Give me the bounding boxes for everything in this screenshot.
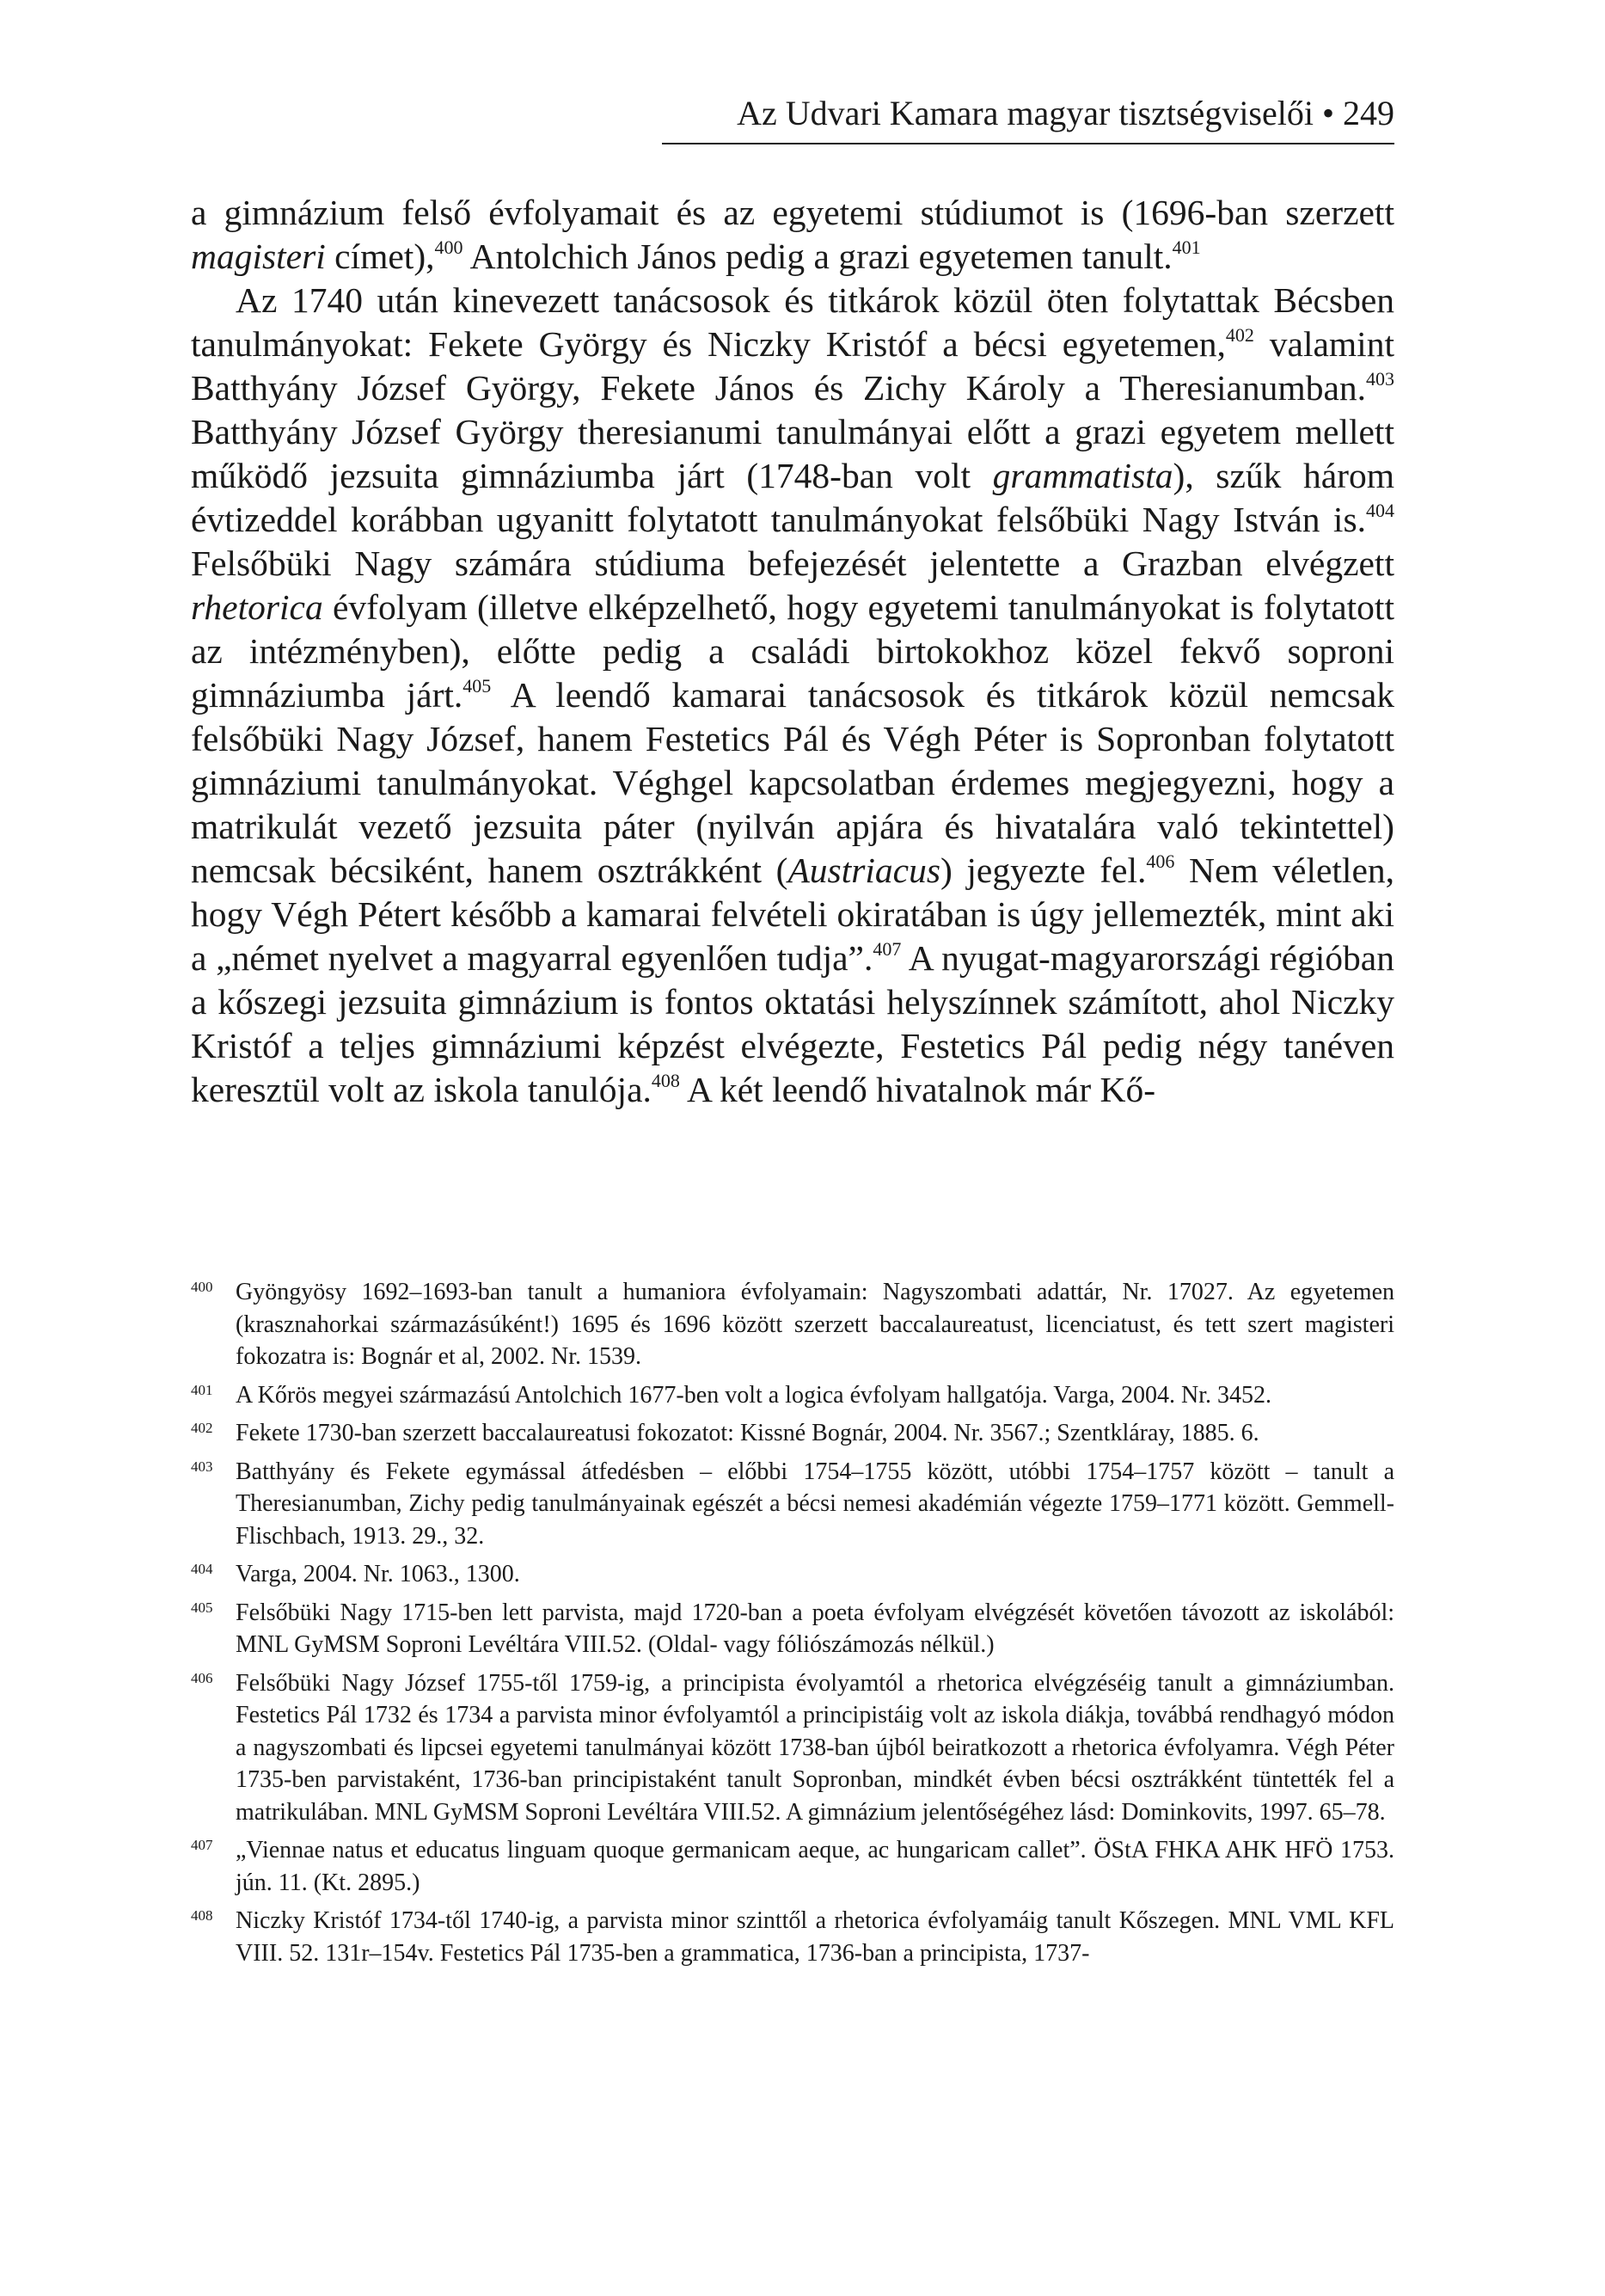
text-run: A leendő kamarai tanácsosok és titkárok közül nemcsak felsőbüki Nagy József, hanem Festetics Pál és Végh Péter is Sopronban folytatott gimnáziumi tanulmányokat. Véghgel kapcsolatban érdemes megjegyezni, hogy a matrikulát vezető jezsuita páter (nyilván apjára és hivatalára való tekintettel) nemcsak bécsiként, hanem osztrákként ( — [191, 675, 1394, 890]
header-separator: • — [1321, 94, 1334, 132]
footnote-ref-401[interactable]: 401 — [1172, 236, 1201, 258]
italic-term: grammatista — [992, 456, 1173, 495]
text-run: A nyugat-magyarországi régióban a kőszegi jezsuita gimnázium is fontos oktatási helyszínnek számított, ahol Niczky Kristóf a teljes gimnáziumi képzést elvégezte, Festetics Pál pedig négy tanéven keresztül volt az iskola tanulója. — [191, 938, 1394, 1109]
italic-term: rhetorica — [191, 587, 323, 627]
text-run: A két leendő hivatalnok már Kő- — [679, 1070, 1156, 1109]
footnote-number: 403 — [191, 1458, 213, 1475]
paragraph-2 — [191, 279, 1394, 1112]
footnote-ref-408[interactable]: 408 — [651, 1070, 680, 1091]
footnote-number: 406 — [191, 1669, 213, 1686]
footnote-number: 405 — [191, 1599, 213, 1616]
footnote-407 — [191, 1834, 1394, 1899]
header-rule — [662, 143, 1394, 144]
footnote-number: 400 — [191, 1279, 213, 1295]
text-run: ), szűk három évtizeddel korábban ugyanitt folytatott tanulmányokat felsőbüki Nagy István is. — [191, 456, 1394, 539]
footnote-400 — [191, 1276, 1394, 1373]
text-run: Antolchich János pedig a grazi egyetemen tanult. — [463, 236, 1173, 276]
italic-term: magisteri — [191, 236, 326, 276]
footnote-406 — [191, 1667, 1394, 1829]
footnote-405 — [191, 1597, 1394, 1661]
footnote-text: Niczky Kristóf 1734-től 1740-ig, a parvista minor szinttől a rhetorica évfolyamáig tanult Kőszegen. MNL VML KFL VIII. 52. 131r–154v. Festetics Pál 1735-ben a grammatica, 1736-ban a principista, 1737- — [236, 1907, 1394, 1967]
footnote-text: Felsőbüki Nagy József 1755-től 1759-ig, a principista évolyamtól a rhetorica elvégzéséig tanult a gimnáziumban. Festetics Pál 1732 és 1734 a parvista minor évfolyamtól a principistáig volt az iskola diákja, továbbá rendhagyó módon a nagyszombati és lipcsei egyetemi tanulmányai között 1738-ban újból beiratkozott a rhetorica évfolyamra. Végh Péter 1735-ben parvistaként, 1736-ban principistaként tanult Sopronban, mindkét évben bécsi osztrákként tüntették fel a matrikulában. MNL GyMSM Soproni Levéltára VIII.52. A gimnázium jelentőségéhez lásd: Dominkovits, 1997. 65–78. — [236, 1669, 1394, 1826]
running-header — [191, 89, 1394, 138]
footnote-ref-402[interactable]: 402 — [1225, 324, 1254, 346]
italic-term: Austriacus — [787, 850, 940, 890]
text-run: évfolyam (illetve elképzelhető, hogy egyetemi tanulmányokat is folytatott az intézményben), előtte pedig a családi birtokokhoz közel fekvő soproni gimnáziumba járt. — [191, 587, 1394, 715]
text-run: a gimnázium felső évfolyamait és az egyetemi stúdiumot is (1696-ban szerzett — [191, 193, 1394, 232]
text-run: Batthyány József György theresianumi tanulmányai előtt a grazi egyetem mellett működő jezsuita gimnáziumba járt (1748-ban volt — [191, 412, 1394, 495]
footnote-text: Varga, 2004. Nr. 1063., 1300. — [236, 1561, 520, 1587]
footnote-404 — [191, 1558, 1394, 1591]
text-run: ) jegyezte fel. — [940, 850, 1147, 890]
footnote-number: 404 — [191, 1561, 213, 1577]
main-text — [191, 191, 1394, 1112]
footnote-ref-405[interactable]: 405 — [463, 675, 492, 697]
footnote-ref-400[interactable]: 400 — [434, 236, 463, 258]
footnote-ref-406[interactable]: 406 — [1146, 850, 1175, 872]
footnote-ref-404[interactable]: 404 — [1366, 500, 1394, 521]
footnote-401 — [191, 1379, 1394, 1412]
running-title: Az Udvari Kamara magyar tisztségviselői — [737, 94, 1314, 132]
text-run: valamint Batthyány József György, Fekete János és Zichy Károly a Theresianumban. — [191, 324, 1394, 408]
text-run: Felsőbüki Nagy számára stúdiuma befejezését jelentette a Grazban elvégzett — [191, 543, 1394, 583]
footnote-number: 402 — [191, 1420, 213, 1436]
footnote-text: Batthyány és Fekete egymással átfedésben – előbbi 1754–1755 között, utóbbi 1754–1757 között – tanult a Theresianumban, Zichy pedig tanulmányainak egészét a bécsi nemesi akadémián végezte 1759–1771 között. Gemmell-Flischbach, 1913. 29., 32. — [236, 1458, 1394, 1550]
footnote-text: Gyöngyösy 1692–1693-ban tanult a humaniora évfolyamain: Nagyszombati adattár, Nr. 17027. Az egyetemen (krasznahorkai származásúként!) 1695 és 1696 között szerzett baccalaureatust, licenciatust, és tett szert magisteri fokozatra is: Bognár et al, 2002. Nr. 1539. — [236, 1279, 1394, 1370]
footnote-ref-403[interactable]: 403 — [1366, 368, 1394, 390]
footnote-408 — [191, 1905, 1394, 1969]
footnote-number: 401 — [191, 1381, 213, 1398]
text-run: címet), — [325, 236, 435, 276]
footnotes — [191, 1276, 1394, 1975]
footnote-ref-407[interactable]: 407 — [873, 938, 902, 960]
text-run: Az 1740 után kinevezett tanácsosok és titkárok közül öten folytattak Bécsben tanulmányokat: Fekete György és Niczky Kristóf a bécsi egyetemen, — [191, 280, 1394, 364]
footnote-text: A Kőrös megyei származású Antolchich 1677-ben volt a logica évfolyam hallgatója. Varga, 2004. Nr. 3452. — [236, 1381, 1272, 1409]
footnote-403 — [191, 1456, 1394, 1553]
paragraph-1 — [191, 191, 1394, 279]
footnote-text: Felsőbüki Nagy 1715-ben lett parvista, majd 1720-ban a poeta évfolyam elvégzését követően távozott az iskolából: MNL GyMSM Soproni Levéltára VIII.52. (Oldal- vagy fóliószámozás nélkül.) — [236, 1599, 1394, 1658]
footnote-number: 408 — [191, 1907, 213, 1924]
text-run: Nem véletlen, hogy Végh Pétert később a kamarai felvételi okiratában is úgy jellemezték, mint aki a „német nyelvet a magyarral egyenlően tudja”. — [191, 850, 1394, 978]
page-number: 249 — [1343, 94, 1394, 132]
footnote-text: Fekete 1730-ban szerzett baccalaureatusi fokozatot: Kissné Bognár, 2004. Nr. 3567.; Szentkláray, 1885. 6. — [236, 1420, 1259, 1446]
footnote-text: „Viennae natus et educatus linguam quoque germanicam aeque, ac hungaricam callet”. ÖStA FHKA AHK HFÖ 1753. jún. 11. (Kt. 2895.) — [236, 1837, 1394, 1896]
footnote-number: 407 — [191, 1837, 213, 1853]
footnote-402 — [191, 1417, 1394, 1450]
